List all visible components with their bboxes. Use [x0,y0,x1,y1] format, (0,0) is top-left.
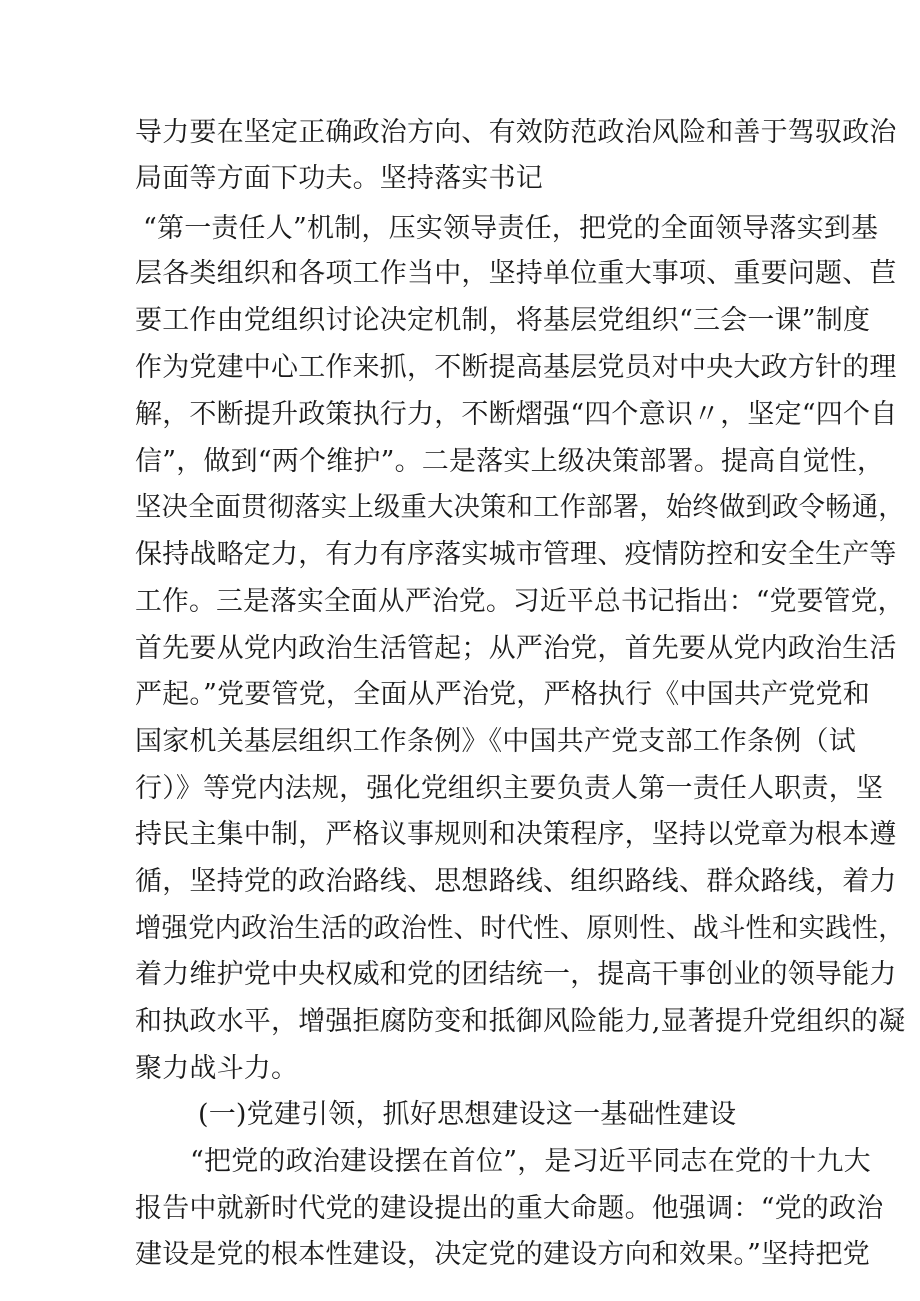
text-line: 层各类组织和各项工作当中，坚持单位重大事项、重要问题、苣 [135,258,897,289]
section-heading: (一)党建引领，抓好思想建设这一基础性建设 [198,1099,737,1130]
text-line: 坚决全面贯彻落实上级重大决策和工作部署，始终做到政令畅通， [135,492,905,523]
text-line: 解，不断提升政策执行力，不断熠强“四个意识〃，坚定“四个自 [135,399,898,430]
text-line: 国家机关基层组织工作条例》《中国共产党支部工作条例（试 [135,726,856,757]
text-line: “第一责任人”机制，压实领导责任，把党的全面领导落实到基 [143,213,879,244]
text-line: 严起。”党要管党，全面从严治党，严格执行《中国共产党党和 [135,679,870,710]
text-line: 着力维护党中央权威和党的团结统一，提高干事创业的领导能力 [135,959,897,990]
text-line: 导力要在坚定正确政治方向、有效防范政治风险和善于驾驭政治 [135,117,897,148]
text-line: 建设是党的根本性建设，决定党的建设方向和效果。”坚持把党 [135,1239,870,1270]
text-line: 局面等方面下功夫。坚持落实书记 [135,163,543,194]
text-line: 作为党建中心工作来抓，不断提高基层党员对中央大政方针的理 [135,352,897,383]
text-line: 信”，做到“两个维护”。二是落实上级决策部署。提高自觉性， [135,446,885,477]
text-line: 增强党内政治生活的政治性、时代性、原则性、战斗性和实践性， [135,913,905,944]
text-line: 要工作由党组织讨论决定机制，将基层党组织“三会一课”制度 [135,305,871,336]
text-line: 持民主集中制，严格议事规则和决策程序，坚持以党章为根本遵 [135,819,897,850]
text-line: “把党的政治建设摆在首位”，是习近平同志在党的十九大 [190,1146,871,1177]
text-line: 报告中就新时代党的建设提出的重大命题。他强调：“党的政治 [135,1193,884,1224]
text-line: 和执政水平，增强拒腐防变和抵御风险能力,显著提升党组织的凝 [135,1006,906,1037]
text-line: 工作。三是落实全面从严治党。习近平总书记指出：“党要管党， [135,586,905,617]
text-line: 首先要从党内政治生活管起；从严治党，首先要从党内政治生活 [135,633,897,664]
text-line: 行）》等党内法规，强化党组织主要负责人第一责任人职责，坚 [135,773,884,804]
text-line: 循，坚持党的政治路线、思想路线、组织路线、群众路线，着力 [135,866,897,897]
text-line: 聚力战斗力。 [135,1053,299,1084]
text-line: 保持战略定力，有力有序落实城市管理、疫情防控和安全生产等 [135,539,897,570]
